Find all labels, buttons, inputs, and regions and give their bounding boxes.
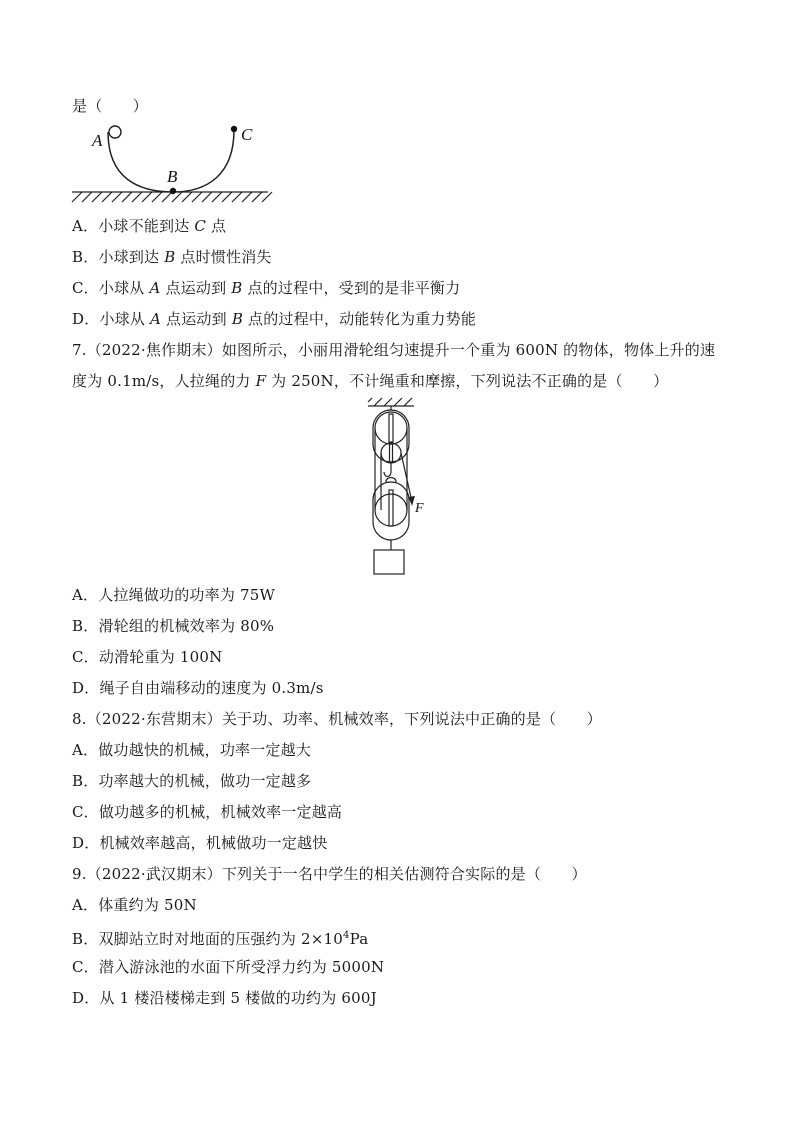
ball-a — [109, 126, 121, 138]
q7-stem-line1: 7.（2022·焦作期末）如图所示，小丽用滑轮组匀速提升一个重为 600N 的物体，物体上升的速 — [72, 341, 716, 359]
q9-stem: 9.（2022·武汉期末）下列关于一名中学生的相关估测符合实际的是（ ） — [72, 865, 587, 883]
load-box — [374, 550, 404, 574]
q9-option-d: D．从 1 楼沿楼梯走到 5 楼做的功约为 600J — [72, 989, 377, 1007]
q7-option-b: B．滑轮组的机械效率为 80% — [72, 617, 275, 635]
q7-option-a: A．人拉绳做功的功率为 75W — [72, 586, 276, 604]
q6-option-a: A．小球不能到达 C 点 — [72, 217, 227, 235]
q8-option-c: C．做功越多的机械，机械效率一定越高 — [72, 803, 343, 821]
q6-track-figure — [68, 118, 278, 208]
label-c: C — [241, 125, 253, 144]
q8-option-b: B．功率越大的机械，做功一定越多 — [72, 772, 312, 790]
q6-option-d: D．小球从 A 点运动到 B 点的过程中，动能转化为重力势能 — [72, 310, 477, 328]
q9-option-b: B．双脚站立时对地面的压强约为 $2\times 10^4Pa$ — [72, 930, 369, 948]
q6-option-c: C．小球从 A 点运动到 B 点的过程中，受到的是非平衡力 — [72, 279, 461, 297]
q8-stem: 8.（2022·东营期末）关于功、功率、机械效率，下列说法中正确的是（ ） — [72, 710, 602, 728]
force-label: F — [415, 501, 424, 516]
label-a: A — [92, 131, 103, 150]
q9-option-a: A．体重约为 50N — [72, 896, 197, 914]
q7-option-c: C．动滑轮重为 100N — [72, 648, 223, 666]
point-b-dot — [170, 188, 176, 194]
q7-pulley-figure — [360, 398, 440, 578]
q7-option-d: D．绳子自由端移动的速度为 0.3m/s — [72, 679, 324, 697]
q8-option-d: D．机械效率越高，机械做功一定越快 — [72, 834, 328, 852]
q6-stem-tail: 是（ ） — [72, 97, 149, 115]
label-b: B — [167, 167, 178, 186]
q9-option-c: C．潜入游泳池的水面下所受浮力约为 5000N — [72, 958, 385, 976]
q7-stem-line2: 度为 0.1m/s，人拉绳的力 F 为 250N，不计绳重和摩擦，下列说法不正确的是（ ） — [72, 372, 669, 390]
q6-option-b: B．小球到达 B 点时惯性消失 — [72, 248, 272, 266]
q8-option-a: A．做功越快的机械，功率一定越大 — [72, 741, 312, 759]
point-c-dot — [231, 126, 237, 132]
